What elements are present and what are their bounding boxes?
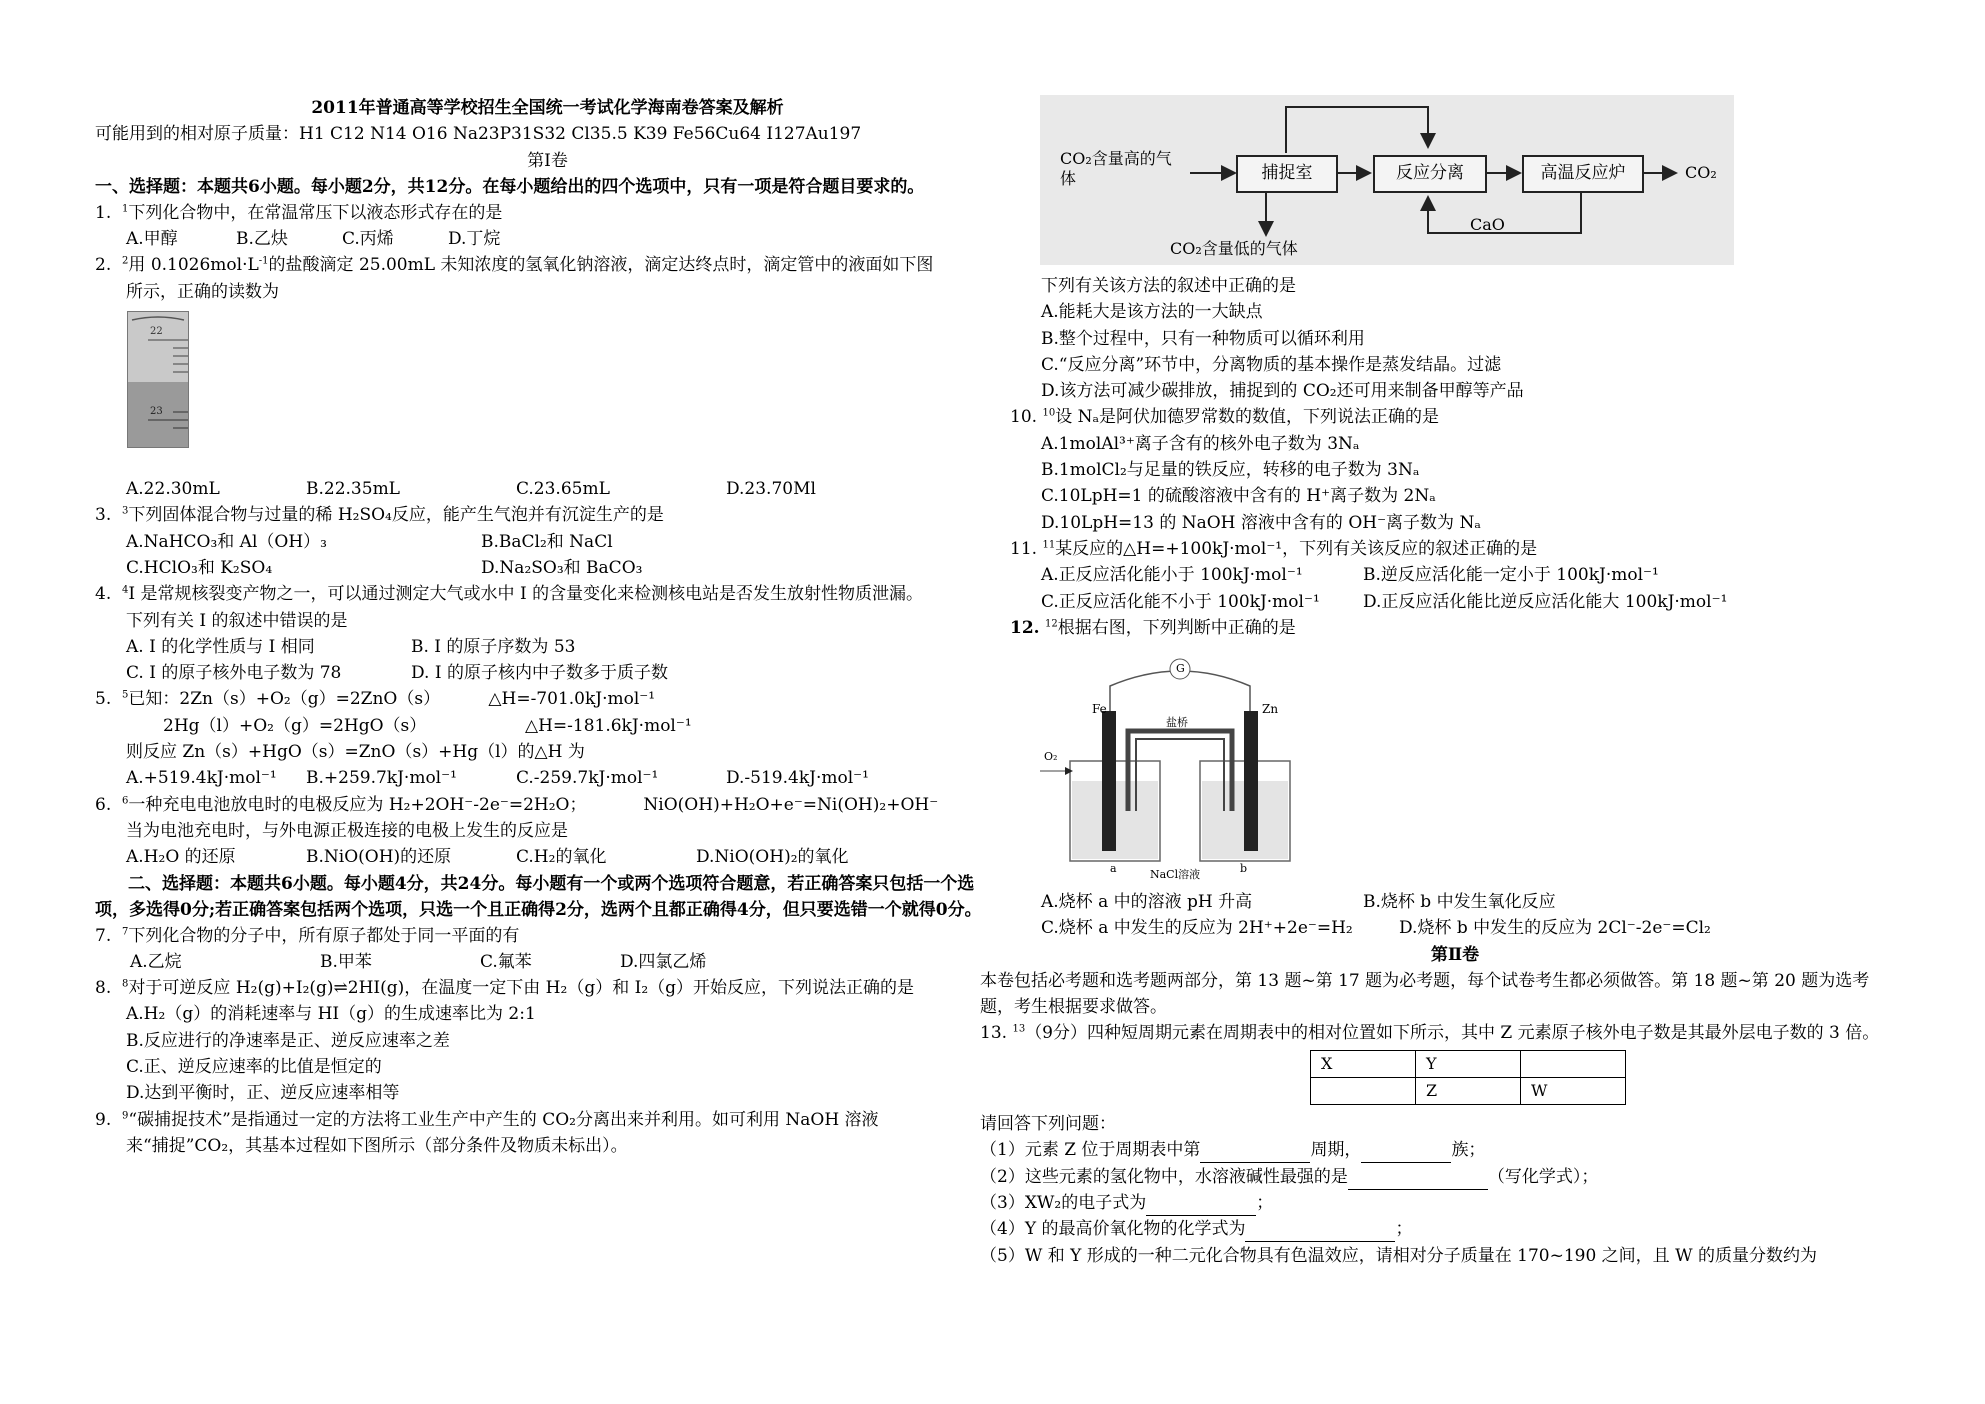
q10-number: 10. xyxy=(1010,407,1038,428)
q1-option-a: A.甲醇 xyxy=(126,229,178,250)
q3-option-a: A.NaHCO₃和 Al（OH）₃ xyxy=(126,531,327,552)
q11-option-b: B.逆反应活化能一定小于 100kJ·mol⁻¹ xyxy=(1363,565,1659,586)
q1-option-d: D.丁烷 xyxy=(448,229,501,250)
q9-option-a: A.能耗大是该方法的一大缺点 xyxy=(1041,302,1263,323)
q8-text: 对于可逆反应 H₂(g)+I₂(g)⇌2HI(g)，在温度一定下由 H₂（g）和 I₂（g）开始反应，下列说法正确的是 xyxy=(128,978,915,999)
q8-number: 8. xyxy=(95,978,112,999)
q8-option-a: A.H₂（g）的消耗速率与 HI（g）的生成速率比为 2:1 xyxy=(126,1004,536,1025)
q11-options-row2 xyxy=(1010,589,1900,615)
q10-option-d: D.10LpH=13 的 NaOH 溶液中含有的 OH⁻离子数为 Nₐ xyxy=(1041,512,1481,533)
q13-sub1-text-a: （1）元素 Z 位于周期表中第 xyxy=(980,1140,1201,1161)
flow-low-co2: CO₂含量低的气体 xyxy=(1170,239,1298,258)
q2-options xyxy=(95,476,1000,502)
q9-text2: 来“捕捉”CO₂，其基本过程如下图所示（部分条件及物质未标出）。 xyxy=(126,1135,628,1156)
q5-option-a: A.+519.4kJ·mol⁻¹ xyxy=(126,768,277,789)
fig-bridge-label: 盐桥 xyxy=(1166,716,1188,730)
table-cell: Z xyxy=(1416,1078,1521,1105)
q9-option-d: D.该方法可减少碳排放，捕捉到的 CO₂还可用来制备甲醇等产品 xyxy=(1041,381,1524,402)
q10-option-b: B.1molCl₂与足量的铁反应，转移的电子数为 3Nₐ xyxy=(1041,460,1420,481)
q12-options-row1 xyxy=(1010,889,1900,915)
q12-options-row2 xyxy=(1010,915,1900,941)
q2-option-c: C.23.65mL xyxy=(516,479,610,500)
q6-text: 一种充电电池放电时的电极反应为 H₂+2OH⁻-2e⁻=2H₂O； xyxy=(128,794,587,815)
q12-option-c: C.烧杯 a 中发生的反应为 2H⁺+2e⁻=H₂ xyxy=(1041,918,1353,939)
q13-sub1-text-b: 周期， xyxy=(1310,1140,1362,1161)
q12-option-a: A.烧杯 a 中的溶液 pH 升高 xyxy=(1041,892,1253,913)
q4-text: I 是常规核裂变产物之一，可以通过测定大气或水中 I 的含量变化来检测核电站是否发生放射性物质泄漏。 xyxy=(128,584,924,605)
q11-option-c: C.正反应活化能不小于 100kJ·mol⁻¹ xyxy=(1041,591,1320,612)
q7-text: 下列化合物的分子中，所有原子都处于同一平面的有 xyxy=(128,925,520,946)
table-row xyxy=(1311,1078,1626,1105)
q5-options xyxy=(95,765,1000,791)
q8-option-b: B.反应进行的净速率是正、逆反应速率之差 xyxy=(126,1030,450,1051)
q3-options-row1 xyxy=(95,529,1000,555)
q13-sub1 xyxy=(980,1137,1900,1163)
q5-option-d: D.-519.4kJ·mol⁻¹ xyxy=(726,768,869,789)
q6-footnote: 6 xyxy=(122,794,129,806)
q10-option-a: A.1molAl³⁺离子含有的核外电子数为 3Nₐ xyxy=(1041,433,1360,454)
q4-options-row2 xyxy=(95,660,1000,686)
periodic-position-table xyxy=(1310,1050,1626,1105)
q3-option-b: B.BaCl₂和 NaCl xyxy=(481,531,613,552)
q5-text: 则反应 Zn（s）+HgO（s）=ZnO（s）+Hg（l）的△H 为 xyxy=(126,742,585,763)
q6-text-b: NiO(OH)+H₂O+e⁻=Ni(OH)₂+OH⁻ xyxy=(643,794,939,815)
q4-option-d: D. I 的原子核内中子数多于质子数 xyxy=(411,663,668,684)
q6-number: 6. xyxy=(95,794,112,815)
q2-option-b: B.22.35mL xyxy=(306,479,400,500)
question-7 xyxy=(95,923,1000,949)
q1-option-c: C.丙烯 xyxy=(342,229,394,250)
q6-option-c: C.H₂的氧化 xyxy=(516,847,607,868)
q9-text: “碳捕捉技术”是指通过一定的方法将工业生产中产生的 CO₂分离出来并利用。如可利用 NaOH 溶液 xyxy=(128,1109,879,1130)
q6-option-d: D.NiO(OH)₂的氧化 xyxy=(696,847,849,868)
q7-option-a: A.乙烷 xyxy=(130,951,182,972)
flow-output: CO₂ xyxy=(1685,163,1717,182)
carbon-capture-flowchart xyxy=(1040,95,1734,265)
q2-text-b: 的盐酸滴定 25.00mL 未知浓度的氢氧化钠溶液，滴定达终点时，滴定管中的液面如下图 xyxy=(268,255,934,276)
part2-heading: 第Ⅱ卷 xyxy=(1430,944,1480,965)
q3-option-d: D.Na₂SO₃和 BaCO₃ xyxy=(481,557,643,578)
q6-option-a: A.H₂O 的还原 xyxy=(126,847,236,868)
q5-option-b: B.+259.7kJ·mol⁻¹ xyxy=(306,768,457,789)
q5-footnote: 5 xyxy=(122,689,129,701)
flow-recycle-cao: CaO xyxy=(1470,215,1505,234)
q4-text2: 下列有关 I 的叙述中错误的是 xyxy=(126,610,348,631)
q1-footnote: 1 xyxy=(122,203,129,215)
q10-option-c: C.10LpH=1 的硫酸溶液中含有的 H⁺离子数为 2Nₐ xyxy=(1041,486,1436,507)
table-cell xyxy=(1311,1078,1416,1105)
q4-option-a: A. I 的化学性质与 I 相同 xyxy=(126,636,315,657)
q12-option-d: D.烧杯 b 中发生的反应为 2Cl⁻-2e⁻=Cl₂ xyxy=(1399,918,1711,939)
left-column xyxy=(95,95,1000,1159)
table-row xyxy=(1311,1051,1626,1078)
answer-blank[interactable] xyxy=(1348,1189,1488,1190)
q6-option-b: B.NiO(OH)的还原 xyxy=(306,847,452,868)
q1-text: 下列化合物中，在常温常压下以液态形式存在的是 xyxy=(128,202,503,223)
q10-text: 设 Nₐ是阿伏加德罗常数的数值，下列说法正确的是 xyxy=(1055,407,1440,428)
q5-equation-1: 已知：2Zn（s）+O₂（g）=2ZnO（s） xyxy=(128,689,441,710)
q7-option-c: C.氟苯 xyxy=(480,951,532,972)
question-13 xyxy=(980,1020,1900,1046)
q13-sub3-text-a: （3）XW₂的电子式为 xyxy=(980,1192,1147,1213)
question-1 xyxy=(95,200,1000,226)
burette-mark-22: 22 xyxy=(150,326,163,338)
q5-option-c: C.-259.7kJ·mol⁻¹ xyxy=(516,768,659,789)
q4-footnote: 4 xyxy=(122,584,129,596)
q9-option-b: B.整个过程中，只有一种物质可以循环利用 xyxy=(1041,328,1365,349)
q2-option-a: A.22.30mL xyxy=(126,479,220,500)
question-11 xyxy=(1010,536,1900,562)
q13-sub3-text-b: ； xyxy=(1256,1192,1274,1213)
table-cell: Y xyxy=(1416,1051,1521,1078)
q2-footnote: 2 xyxy=(122,255,129,267)
q12-option-b: B.烧杯 b 中发生氧化反应 xyxy=(1363,892,1556,913)
q5-line2 xyxy=(95,713,1000,739)
q11-options-row1 xyxy=(1010,562,1900,588)
flow-box-furnace: 高温反应炉 xyxy=(1522,155,1644,193)
question-3 xyxy=(95,502,1000,528)
burette-figure xyxy=(127,311,189,448)
q4-options-row1 xyxy=(95,634,1000,660)
q11-option-d: D.正反应活化能比逆反应活化能大 100kJ·mol⁻¹ xyxy=(1363,591,1728,612)
q3-option-c: C.HClO₃和 K₂SO₄ xyxy=(126,557,273,578)
q4-number: 4. xyxy=(95,584,112,605)
q13-text: （9分）四种短周期元素在周期表中的相对位置如下所示，其中 Z 元素原子核外电子数是其最外层电子数的 3 倍。 xyxy=(1025,1023,1880,1044)
question-5 xyxy=(95,686,1000,712)
q9-number: 9. xyxy=(95,1109,112,1130)
q13-footnote: 13 xyxy=(1012,1023,1026,1035)
q7-number: 7. xyxy=(95,925,112,946)
q13-prompt: 请回答下列问题： xyxy=(980,1114,1116,1135)
q9-question: 下列有关该方法的叙述中正确的是 xyxy=(1041,276,1296,296)
q2-number: 2. xyxy=(95,255,112,276)
section1-heading: 一、选择题：本题共6小题。每小题2分，共12分。在每小题给出的四个选项中，只有一项是符合题目要求的。 xyxy=(95,176,925,197)
q13-sub2 xyxy=(980,1164,1900,1190)
q7-options xyxy=(95,949,1000,975)
q5-enthalpy-2: △H=-181.6kJ·mol⁻¹ xyxy=(525,715,692,736)
q13-sub2-text-b: （写化学式）； xyxy=(1487,1166,1599,1187)
q4-option-c: C. I 的原子核外电子数为 78 xyxy=(126,663,342,684)
q8-option-d: D.达到平衡时，正、逆反应速率相等 xyxy=(126,1083,400,1104)
q13-sub1-text-c: 族； xyxy=(1451,1140,1486,1161)
part2-intro: 本卷包括必考题和选考题两部分，第 13 题~第 17 题为必考题，每个试卷考生都必须做答。第 18 题~第 20 题为选考题，考生根据要求做答。 xyxy=(980,971,1870,1018)
question-4 xyxy=(95,581,1000,607)
q3-options-row2 xyxy=(95,555,1000,581)
q3-text: 下列固体混合物与过量的稀 H₂SO₄反应，能产生气泡并有沉淀生产的是 xyxy=(128,505,664,526)
fig-fe-label: Fe xyxy=(1092,702,1107,717)
fig-solution-label: NaCl溶液 xyxy=(1150,868,1201,882)
q8-option-c: C.正、逆反应速率的比值是恒定的 xyxy=(126,1057,382,1078)
q12-text: 根据右图，下列判断中正确的是 xyxy=(1057,617,1296,638)
q7-option-d: D.四氯乙烯 xyxy=(620,951,707,972)
section2-heading: 二、选择题：本题共6小题。每小题4分，共24分。每小题有一个或两个选项符合题意，若正确答案只包括一个选项，多选得0分;若正确答案包括两个选项，只选一个且正确得2分，选两个且都正确得4分，但只要选错一个就得0分。 xyxy=(95,873,982,920)
galvanic-cell-figure xyxy=(1040,651,1320,881)
flow-box-capture: 捕捉室 xyxy=(1236,155,1338,193)
q3-number: 3. xyxy=(95,505,112,526)
question-2: 2. $^2$用 $0.1026mol\cdot L^{-1}$的盐酸滴定 25.00mL 未知浓度的氢氧化钠溶液，滴定达终点时，滴定管中的液面如下图 xyxy=(95,255,934,276)
q13-sub2-text-a: （2）这些元素的氢化物中，水溶液碱性最强的是 xyxy=(980,1166,1348,1187)
q9-footnote: 9 xyxy=(122,1109,129,1121)
q11-text: 某反应的△H=+100kJ·mol⁻¹，下列有关该反应的叙述正确的是 xyxy=(1055,538,1538,559)
q1-number: 1. xyxy=(95,202,112,223)
q10-footnote: 10 xyxy=(1042,407,1056,419)
question-10 xyxy=(1010,404,1900,430)
q2-text-a: 用 0.1026mol·L xyxy=(128,255,259,276)
question-9 xyxy=(95,1107,1000,1133)
burette-mark-23: 23 xyxy=(150,406,163,418)
part1-heading: 第Ⅰ卷 xyxy=(527,150,568,171)
q1-option-b: B.乙炔 xyxy=(236,229,288,250)
q13-sub4-text-b: ； xyxy=(1395,1219,1413,1240)
q11-option-a: A.正反应活化能小于 100kJ·mol⁻¹ xyxy=(1041,565,1303,586)
table-cell: X xyxy=(1311,1051,1416,1078)
q13-number: 13. xyxy=(980,1023,1008,1044)
q4-option-b: B. I 的原子序数为 53 xyxy=(411,636,576,657)
q3-footnote: 3 xyxy=(122,505,129,517)
question-12 xyxy=(1010,615,1900,641)
q6-options xyxy=(95,844,1000,870)
table-cell: W xyxy=(1521,1078,1626,1105)
q5-number: 5. xyxy=(95,689,112,710)
q2-option-d: D.23.70Ml xyxy=(726,479,816,500)
flow-input: CO₂含量高的气体 xyxy=(1060,149,1172,188)
q1-options xyxy=(95,226,1000,252)
q7-footnote: 7 xyxy=(122,925,129,937)
q11-footnote: 11 xyxy=(1042,539,1056,551)
atomic-masses: 可能用到的相对原子质量：H1 C12 N14 O16 Na23P31S32 Cl35.5 K39 Fe56Cu64 I127Au197 xyxy=(95,124,862,145)
q6-text2: 当为电池充电时，与外电源正极连接的电极上发生的反应是 xyxy=(126,820,568,841)
q12-number: 12. xyxy=(1010,617,1040,638)
q2-text-c: 所示，正确的读数为 xyxy=(126,281,279,302)
q11-number: 11. xyxy=(1010,538,1038,559)
galvanic-cell-graphic xyxy=(1040,651,1320,881)
table-cell xyxy=(1521,1051,1626,1078)
q5-equation-2: 2Hg（l）+O₂（g）=2HgO（s） xyxy=(163,715,427,736)
fig-o2-label: O₂ xyxy=(1044,750,1058,764)
fig-zn-label: Zn xyxy=(1262,702,1279,717)
right-column xyxy=(980,95,1900,1269)
fig-meter-label: G xyxy=(1176,662,1185,676)
q13-sub4-text-a: （4）Y 的最高价氧化物的化学式为 xyxy=(980,1219,1246,1240)
flow-box-separation: 反应分离 xyxy=(1373,155,1487,193)
q13-sub4 xyxy=(980,1216,1900,1242)
q13-sub3 xyxy=(980,1190,1900,1216)
question-8 xyxy=(95,975,1000,1001)
q13-sub5: （5）W 和 Y 形成的一种二元化合物具有色温效应，请相对分子质量在 170~190 之间，且 W 的质量分数约为 xyxy=(980,1245,1817,1266)
q5-enthalpy-1: △H=-701.0kJ·mol⁻¹ xyxy=(488,689,656,710)
fig-a-label: a xyxy=(1110,862,1117,876)
q7-option-b: B.甲苯 xyxy=(320,951,372,972)
question-6 xyxy=(95,792,1000,818)
q9-option-c: C.“反应分离”环节中，分离物质的基本操作是蒸发结晶。过滤 xyxy=(1041,354,1502,375)
q8-footnote: 8 xyxy=(122,978,129,990)
exam-title: 2011年普通高等学校招生全国统一考试化学海南卷答案及解析 xyxy=(311,98,784,118)
fig-b-label: b xyxy=(1240,862,1248,876)
q12-footnote: 12 xyxy=(1044,618,1058,630)
